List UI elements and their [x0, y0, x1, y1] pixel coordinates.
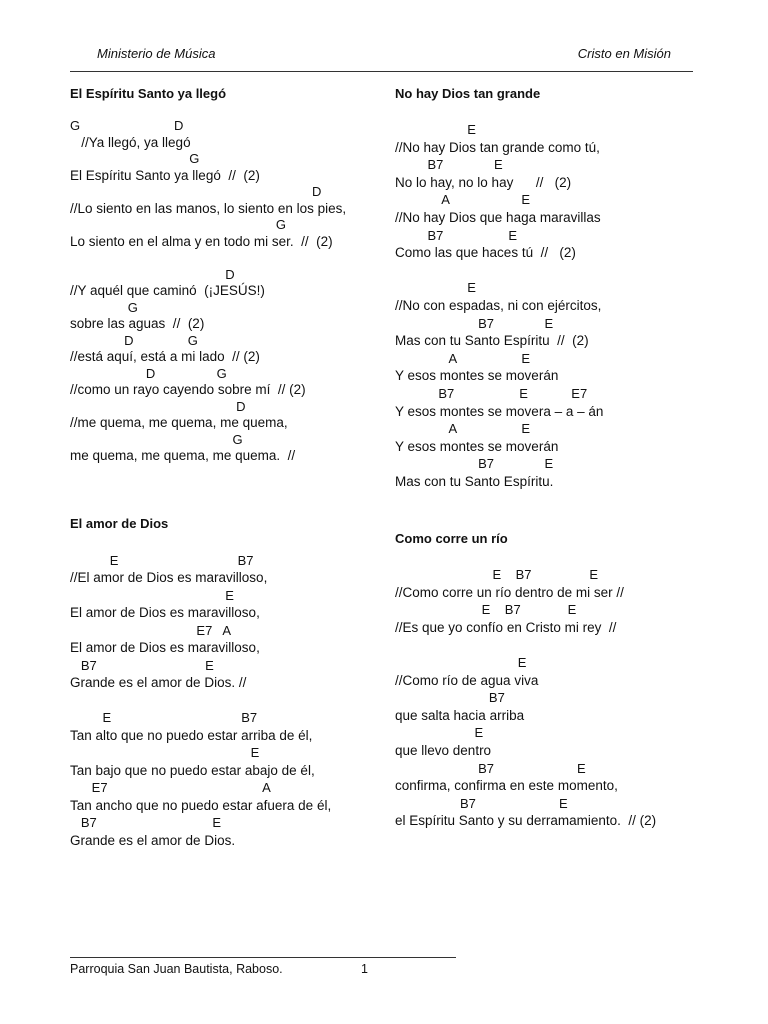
- footer-parish: Parroquia San Juan Bautista, Raboso.: [70, 962, 283, 976]
- chord-line: B7: [395, 690, 505, 706]
- lyric-line: Lo siento en el alma y en todo mi ser. // (2): [70, 234, 333, 249]
- lyric-line: El amor de Dios es maravilloso,: [70, 640, 260, 655]
- lyric-line: confirma, confirma en este momento,: [395, 778, 618, 794]
- chord-line: E: [395, 122, 476, 137]
- lyric-line: //Y aquél que caminó (¡JESÚS!): [70, 283, 265, 298]
- chord-line: B7 E: [395, 157, 503, 173]
- chord-line: D G: [70, 366, 227, 381]
- chord-line: B7 E E7: [395, 386, 588, 401]
- lyric-line: //No hay Dios tan grande como tú,: [395, 139, 600, 155]
- footer-rule: [70, 957, 456, 958]
- lyric-line: Tan ancho que no puedo estar afuera de él,: [70, 798, 332, 813]
- chord-line: E B7 E: [395, 602, 577, 618]
- header-rule: [70, 71, 693, 72]
- chord-line: E: [395, 655, 527, 670]
- chord-line: B7 E: [70, 815, 221, 830]
- lyric-line: Tan bajo que no puedo estar abajo de él,: [70, 763, 315, 778]
- chord-line: D: [70, 267, 235, 282]
- lyric-line: //como un rayo cayendo sobre mí // (2): [70, 382, 306, 397]
- lyric-line: Y esos montes se movera – a – án: [395, 403, 604, 419]
- lyric-line: el Espíritu Santo y su derramamiento. // (2): [395, 813, 657, 829]
- lyric-line: //Como corre un río dentro de mi ser //: [395, 584, 624, 600]
- lyric-line: Como las que haces tú // (2): [395, 245, 576, 261]
- chord-line: E B7: [70, 710, 258, 725]
- lyric-line: //No con espadas, ni con ejércitos,: [395, 298, 602, 313]
- chord-line: E B7: [70, 553, 254, 568]
- chord-line: B7 E: [395, 227, 518, 243]
- lyric-line: Mas con tu Santo Espíritu.: [395, 474, 554, 489]
- lyric-line: que llevo dentro: [395, 743, 492, 758]
- chord-line: B7 E: [70, 658, 214, 673]
- chord-line: B7 E: [395, 795, 568, 811]
- page-number: 1: [361, 962, 368, 976]
- lyric-line: //Como río de agua viva: [395, 672, 539, 688]
- page-header-left: Ministerio de Música: [97, 46, 216, 61]
- chord-line: A E: [395, 350, 531, 366]
- chord-line: B7 E: [395, 760, 586, 776]
- lyric-line: me quema, me quema, me quema. //: [70, 448, 296, 463]
- chord-line: B7 E: [395, 456, 554, 472]
- chord-line: E: [70, 588, 234, 603]
- lyric-line: //Lo siento en las manos, lo siento en los pies,: [70, 201, 347, 216]
- chord-line: B7 E: [395, 315, 554, 331]
- lyric-line: sobre las aguas // (2): [70, 316, 205, 331]
- chord-line: D G: [70, 333, 198, 348]
- chord-line: A E: [395, 192, 531, 208]
- lyric-line: Y esos montes se moverán: [395, 368, 559, 384]
- song-title: El Espíritu Santo ya llegó: [70, 86, 227, 101]
- chord-line: G D: [70, 118, 184, 133]
- lyric-line: No lo hay, no lo hay // (2): [395, 174, 572, 190]
- lyric-line: El amor de Dios es maravilloso,: [70, 605, 260, 620]
- chord-line: G: [70, 432, 243, 447]
- page-header-right: Cristo en Misión: [577, 46, 671, 61]
- lyric-line: Grande es el amor de Dios.: [70, 833, 236, 848]
- chord-line: D: [70, 399, 246, 414]
- chord-line: E: [395, 280, 476, 296]
- chord-line: E: [70, 745, 260, 760]
- song-title: Como corre un río: [395, 531, 508, 546]
- chord-line: G: [70, 300, 138, 315]
- song-title: No hay Dios tan grande: [395, 86, 541, 101]
- lyric-line: Mas con tu Santo Espíritu // (2): [395, 333, 589, 349]
- lyric-line: //Es que yo confío en Cristo mi rey //: [395, 619, 617, 635]
- chord-line: G: [70, 217, 286, 232]
- chord-line: G: [70, 151, 200, 166]
- chord-line: A E: [395, 421, 531, 437]
- chord-line: E7 A: [70, 780, 271, 795]
- lyric-line: Grande es el amor de Dios. //: [70, 675, 247, 690]
- song-title: El amor de Dios: [70, 516, 169, 531]
- lyric-line: //me quema, me quema, me quema,: [70, 415, 288, 430]
- lyric-line: que salta hacia arriba: [395, 707, 525, 723]
- lyric-line: //Ya llegó, ya llegó: [70, 135, 191, 150]
- lyric-line: Y esos montes se moverán: [395, 438, 559, 454]
- lyric-line: //No hay Dios que haga maravillas: [395, 210, 601, 225]
- lyric-line: Tan alto que no puedo estar arriba de él,: [70, 728, 313, 743]
- lyric-line: //está aquí, está a mi lado // (2): [70, 349, 260, 364]
- chord-line: E: [395, 725, 484, 741]
- chord-line: D: [70, 184, 322, 199]
- chord-line: E7 A: [70, 623, 232, 638]
- lyric-line: //El amor de Dios es maravilloso,: [70, 570, 268, 585]
- chord-line: E B7 E: [395, 567, 598, 582]
- lyric-line: El Espíritu Santo ya llegó // (2): [70, 168, 260, 183]
